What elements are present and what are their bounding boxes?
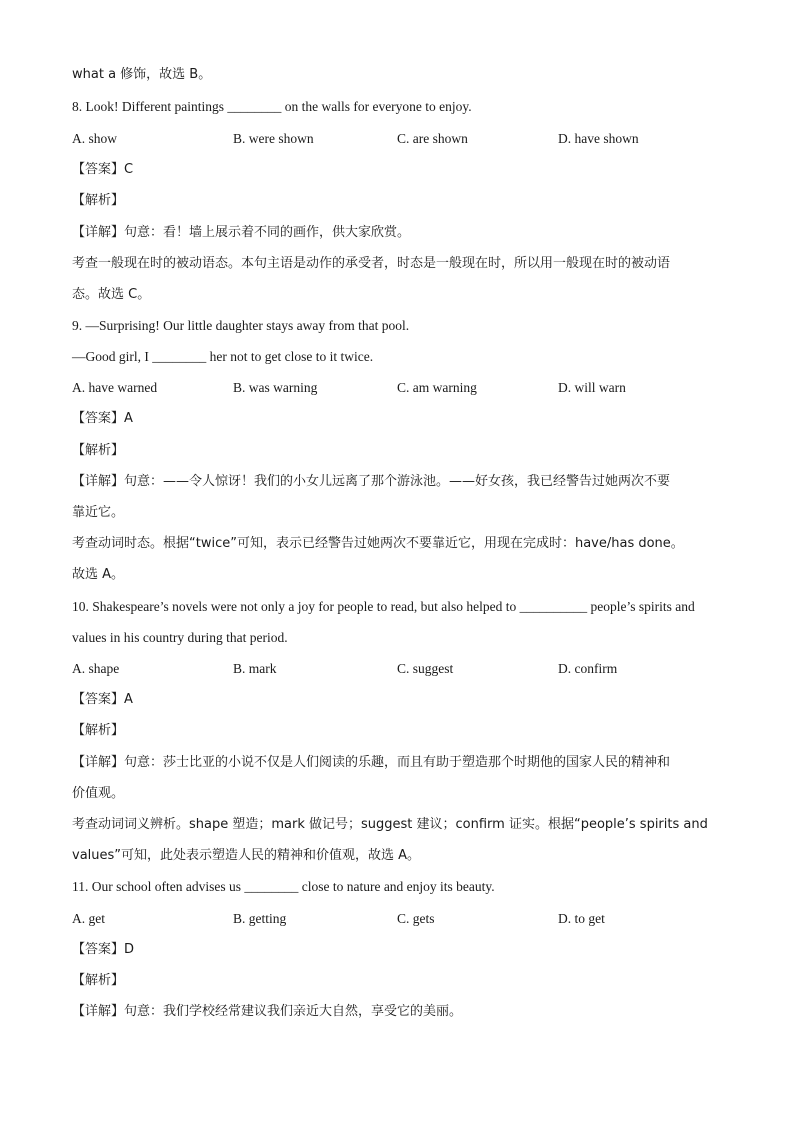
option-d: D. to get bbox=[558, 911, 605, 926]
question-8: 8. Look! Different paintings ________ on the walls for everyone to enjoy. bbox=[72, 99, 472, 114]
question-9-line-2: —Good girl, I ________ her not to get close to it twice. bbox=[72, 349, 374, 364]
option-b: B. were shown bbox=[233, 131, 314, 146]
option-c: C. am warning bbox=[397, 380, 477, 395]
option-b: B. getting bbox=[233, 911, 287, 926]
detail-explanation: 【详解】句意：看！墙上展示着不同的画作，供大家欣赏。 bbox=[72, 225, 411, 240]
explanation-text: 故选 A。 bbox=[72, 567, 125, 582]
explanation-text: 价值观。 bbox=[72, 786, 125, 801]
option-c: C. are shown bbox=[397, 131, 468, 146]
option-a: A. have warned bbox=[72, 380, 158, 395]
explanation-text: values”可知，此处表示塑造人民的精神和价值观，故选 A。 bbox=[72, 848, 421, 863]
option-b: B. mark bbox=[233, 661, 277, 676]
option-d: D. have shown bbox=[558, 131, 639, 146]
detail-explanation: 【详解】句意：莎士比亚的小说不仅是人们阅读的乐趣，而且有助于塑造那个时期他的国家人民的精神和 bbox=[72, 755, 671, 770]
explanation-text: 靠近它。 bbox=[72, 505, 125, 520]
analysis-label: 【解析】 bbox=[72, 193, 125, 208]
option-a: A. get bbox=[72, 911, 105, 926]
explanation-text: 考查动词词义辨析。shape 塑造；mark 做记号；suggest 建议；confirm 证实。根据“people’s spirits and bbox=[72, 817, 708, 832]
explanation-text: 考查一般现在时的被动语态。本句主语是动作的承受者，时态是一般现在时，所以用一般现在时的被动语 bbox=[72, 256, 671, 271]
option-c: C. suggest bbox=[397, 661, 454, 676]
option-d: D. confirm bbox=[558, 661, 618, 676]
explanation-text: 考查动词时态。根据“twice”可知，表示已经警告过她两次不要靠近它，用现在完成时：have/has done。 bbox=[72, 536, 684, 551]
detail-explanation: 【详解】句意：——令人惊讶！我们的小女儿远离了那个游泳池。——好女孩，我已经警告过她两次不要 bbox=[72, 474, 671, 489]
answer-label: 【答案】A bbox=[72, 411, 133, 426]
detail-explanation: 【详解】句意：我们学校经常建议我们亲近大自然，享受它的美丽。 bbox=[72, 1004, 463, 1019]
text-line: what a 修饰，故选 B。 bbox=[72, 67, 212, 82]
answer-label: 【答案】A bbox=[72, 692, 133, 707]
analysis-label: 【解析】 bbox=[72, 443, 125, 458]
option-b: B. was warning bbox=[233, 380, 318, 395]
option-a: A. shape bbox=[72, 661, 120, 676]
option-c: C. gets bbox=[397, 911, 435, 926]
question-10-line-2: values in his country during that period. bbox=[72, 630, 288, 645]
analysis-label: 【解析】 bbox=[72, 973, 125, 988]
analysis-label: 【解析】 bbox=[72, 723, 125, 738]
option-d: D. will warn bbox=[558, 380, 626, 395]
explanation-text: 态。故选 C。 bbox=[72, 287, 151, 302]
answer-label: 【答案】D bbox=[72, 942, 135, 957]
option-a: A. show bbox=[72, 131, 118, 146]
answer-label: 【答案】C bbox=[72, 162, 134, 177]
question-9: 9. —Surprising! Our little daughter stays away from that pool. bbox=[72, 318, 410, 333]
question-11: 11. Our school often advises us ________ close to nature and enjoy its beauty. bbox=[72, 879, 495, 894]
question-10: 10. Shakespeare’s novels were not only a joy for people to read, but also helped to __________ people’s spirits and bbox=[72, 599, 695, 614]
